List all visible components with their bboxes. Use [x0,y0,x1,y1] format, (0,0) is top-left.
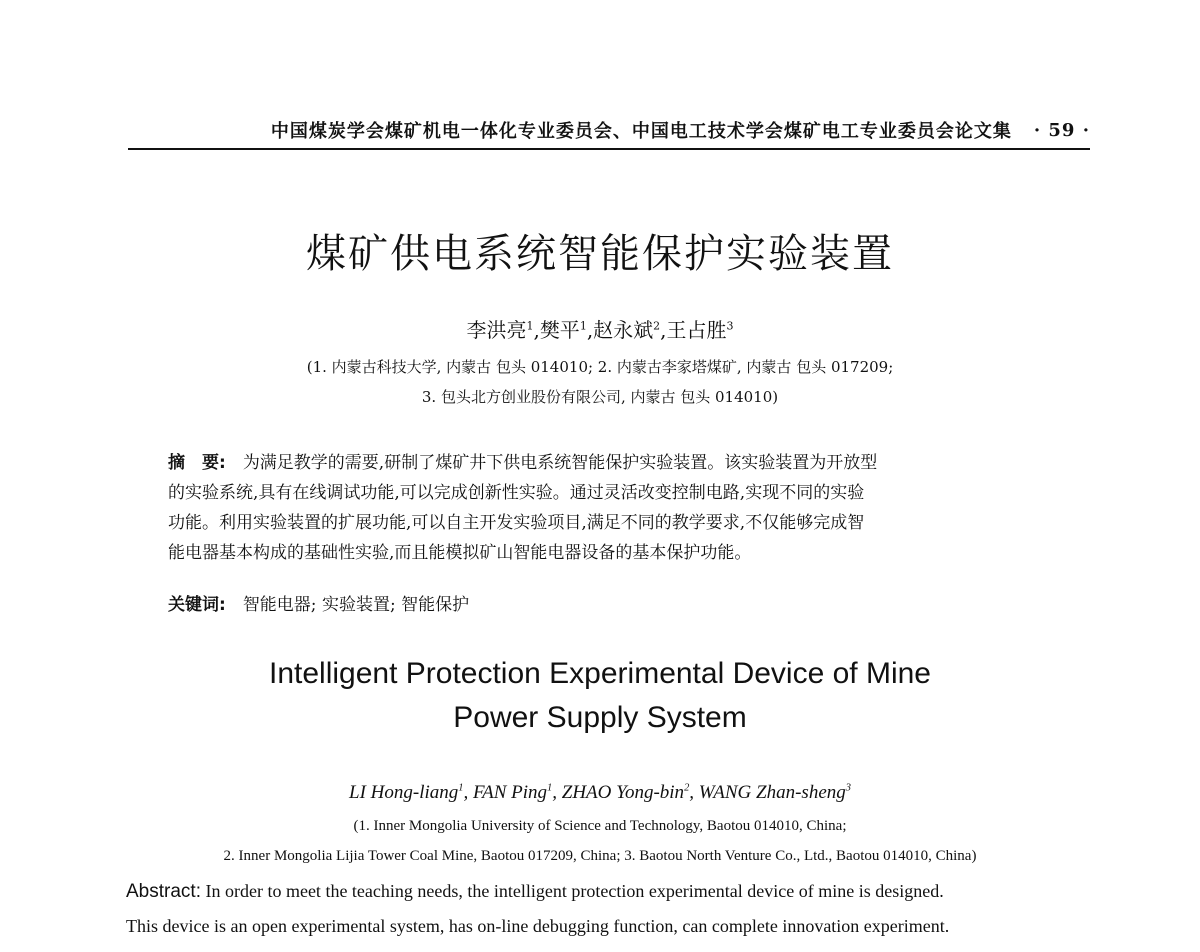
affiliation-en-line: (1. Inner Mongolia University of Science and Technology, Baotou 014010, China; [353,818,847,834]
affiliation-cn-line: 3. 包头北方创业股份有限公司, 内蒙古 包头 014010) [421,388,779,406]
author-cn: 樊平$^1$ [539,318,587,342]
abstract-cn-line: 功能。利用实验装置的扩展功能,可以自主开发实验项目,满足不同的教学要求,不仅能够完成智 [168,513,865,533]
abstract-cn-label: 摘 要: [168,453,226,473]
keywords-cn-label: 关键词: [168,595,226,615]
author-cn: 李洪亮$^1$ [466,318,534,342]
author-en: WANG Zhan-sheng$^3$ [698,782,851,803]
author-cn: 赵永斌$^2$ [593,318,661,342]
affiliation-en-line: 2. Inner Mongolia Lijia Tower Coal Mine, Baotou 017209, China; 3. Baotou North Venture Co., Ltd., Baotou 014010, China) [223,848,977,864]
authors-cn: 李洪亮$^1$,樊平$^1$,赵永斌$^2$,王占胜$^3$ [466,318,734,342]
abstract-en [126,874,1086,943]
page-number: · 59 · [1033,119,1090,141]
keywords-cn [168,590,469,615]
running-header [128,112,1090,150]
abstract-cn [168,448,1048,568]
abstract-cn-line: 能电器基本构成的基础性实验,而且能模拟矿山智能电器设备的基本保护功能。 [168,543,752,563]
abstract-en-label: Abstract: [126,881,201,902]
affiliation-cn-line: (1. 内蒙古科技大学, 内蒙古 包头 014010; 2. 内蒙古李家塔煤矿, 内蒙古 包头 017209; [306,358,894,376]
paper-title-en-line: Intelligent Protection Experimental Device of Mine [269,657,931,690]
paper-title-en [0,652,1200,740]
paper-title-en-line: Power Supply System [453,701,747,734]
abstract-cn-line: 的实验系统,具有在线调试功能,可以完成创新性实验。通过灵活改变控制电路,实现不同的实验 [168,483,865,503]
paper-title-cn: 煤矿供电系统智能保护实验装置 [306,231,894,277]
author-en: FAN Ping$^1$ [472,782,553,803]
author-en: ZHAO Yong-bin$^2$ [561,782,690,803]
proceedings-title: 中国煤炭学会煤矿机电一体化专业委员会、中国电工技术学会煤矿电工专业委员会论文集 [270,121,1012,142]
abstract-en-line: This device is an open experimental system, has on-line debugging function, can complete innovation experiment. [126,916,950,936]
authors-en: LI Hong-liang$^1$, FAN Ping$^1$, ZHAO Yong-bin$^2$, WANG Zhan-sheng$^3$ [349,782,851,803]
abstract-en-line: In order to meet the teaching needs, the intelligent protection experimental device of mine is designed. [205,881,944,901]
keywords-cn-text: 智能电器; 实验装置; 智能保护 [242,595,470,615]
author-en: LI Hong-liang$^1$ [349,782,464,803]
author-cn: 王占胜$^3$ [666,318,734,342]
abstract-cn-line: 为满足教学的需要,研制了煤矿井下供电系统智能保护实验装置。该实验装置为开放型 [242,453,878,473]
